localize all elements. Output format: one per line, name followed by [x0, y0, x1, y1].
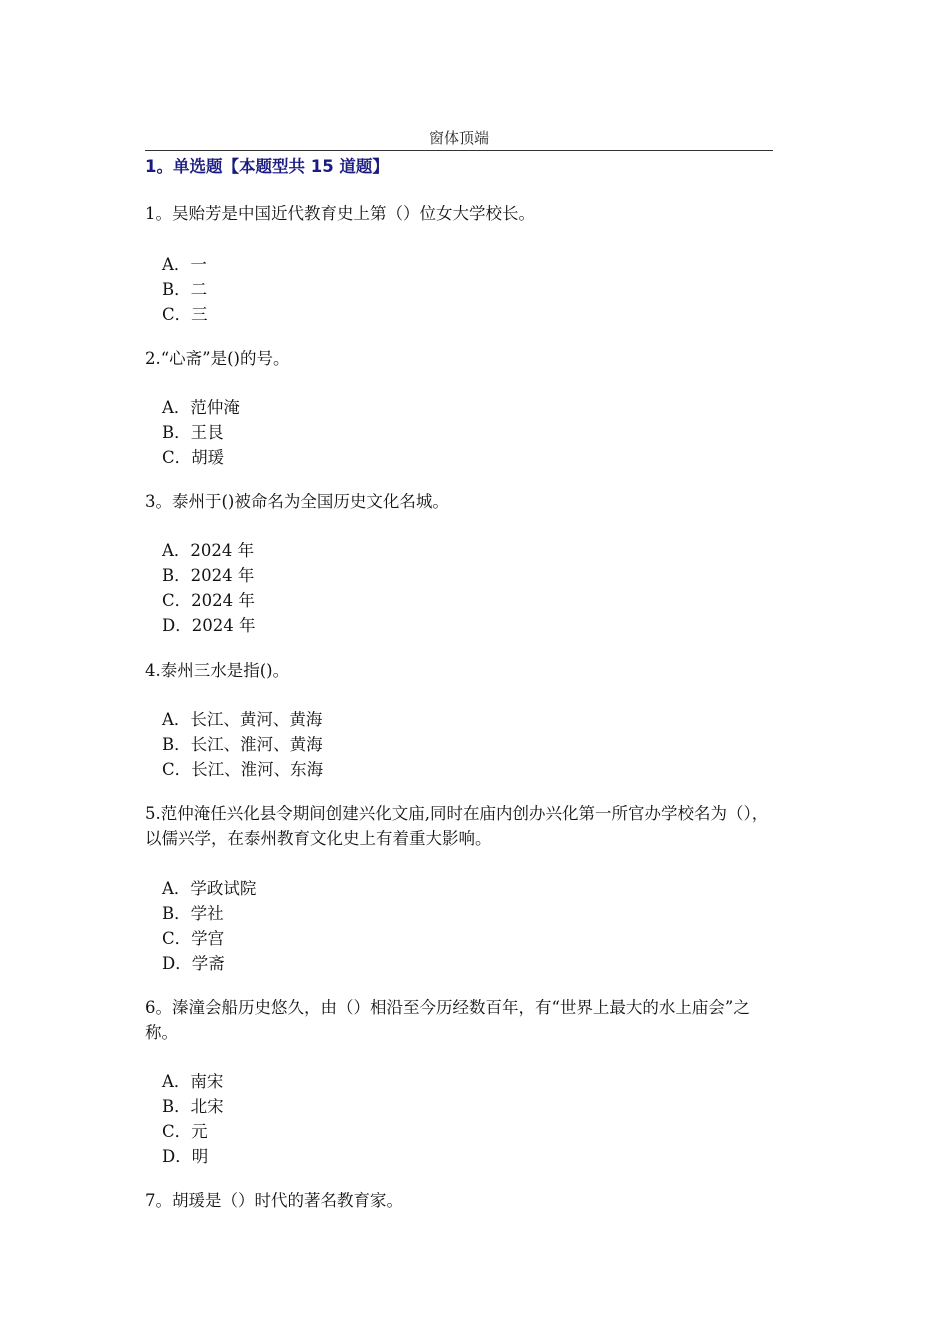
question-6-option-b[interactable]: B．北宋 — [162, 1097, 224, 1116]
header-divider — [145, 150, 773, 151]
question-3-option-a[interactable]: A．2024 年 — [162, 541, 255, 560]
question-3: 3。泰州于()被命名为全国历史文化名城。 — [145, 492, 449, 511]
question-5-option-c[interactable]: C．学宫 — [162, 929, 225, 948]
question-4-option-a[interactable]: A．长江、黄河、黄海 — [162, 710, 323, 729]
question-6-option-d[interactable]: D．明 — [162, 1147, 209, 1166]
question-7: 7。胡瑗是（）时代的著名教育家。 — [145, 1191, 403, 1210]
question-5-option-b[interactable]: B．学社 — [162, 904, 224, 923]
question-6: 6。溱潼会船历史悠久，由（）相沿至今历经数百年，有“世界上最大的水上庙会”之称。 — [145, 998, 750, 1042]
question-5: 5.范仲淹任兴化县令期间创建兴化文庙,同时在庙内创办兴化第一所官办学校名为（），以儒兴学，在泰州教育文化史上有着重大影响。 — [145, 804, 769, 848]
question-4-option-c[interactable]: C．长江、淮河、东海 — [162, 760, 324, 779]
question-1-option-b[interactable]: B．二 — [162, 280, 208, 299]
section-heading: 1。单选题【本题型共 15 道题】 — [145, 157, 389, 176]
question-3-option-b[interactable]: B．2024 年 — [162, 566, 255, 585]
question-1-option-a[interactable]: A．一 — [162, 255, 207, 274]
form-top-label: 窗体顶端 — [428, 129, 489, 147]
question-1: 1。吴贻芳是中国近代教育史上第（）位女大学校长。 — [145, 204, 535, 223]
question-2: 2.“心斋”是()的号。 — [145, 349, 290, 368]
question-5-option-d[interactable]: D．学斋 — [162, 954, 225, 973]
question-6-option-a[interactable]: A．南宋 — [162, 1072, 224, 1091]
question-2-option-c[interactable]: C．胡瑗 — [162, 448, 225, 467]
question-5-option-a[interactable]: A．学政试院 — [162, 879, 257, 898]
question-3-option-c[interactable]: C．2024 年 — [162, 591, 255, 610]
question-1-option-c[interactable]: C．三 — [162, 305, 208, 324]
question-2-option-b[interactable]: B．王艮 — [162, 423, 224, 442]
question-4-option-b[interactable]: B．长江、淮河、黄海 — [162, 735, 323, 754]
question-2-option-a[interactable]: A．范仲淹 — [162, 398, 240, 417]
question-6-option-c[interactable]: C．元 — [162, 1122, 208, 1141]
question-3-option-d[interactable]: D．2024 年 — [162, 616, 256, 635]
question-4: 4.泰州三水是指()。 — [145, 661, 290, 680]
